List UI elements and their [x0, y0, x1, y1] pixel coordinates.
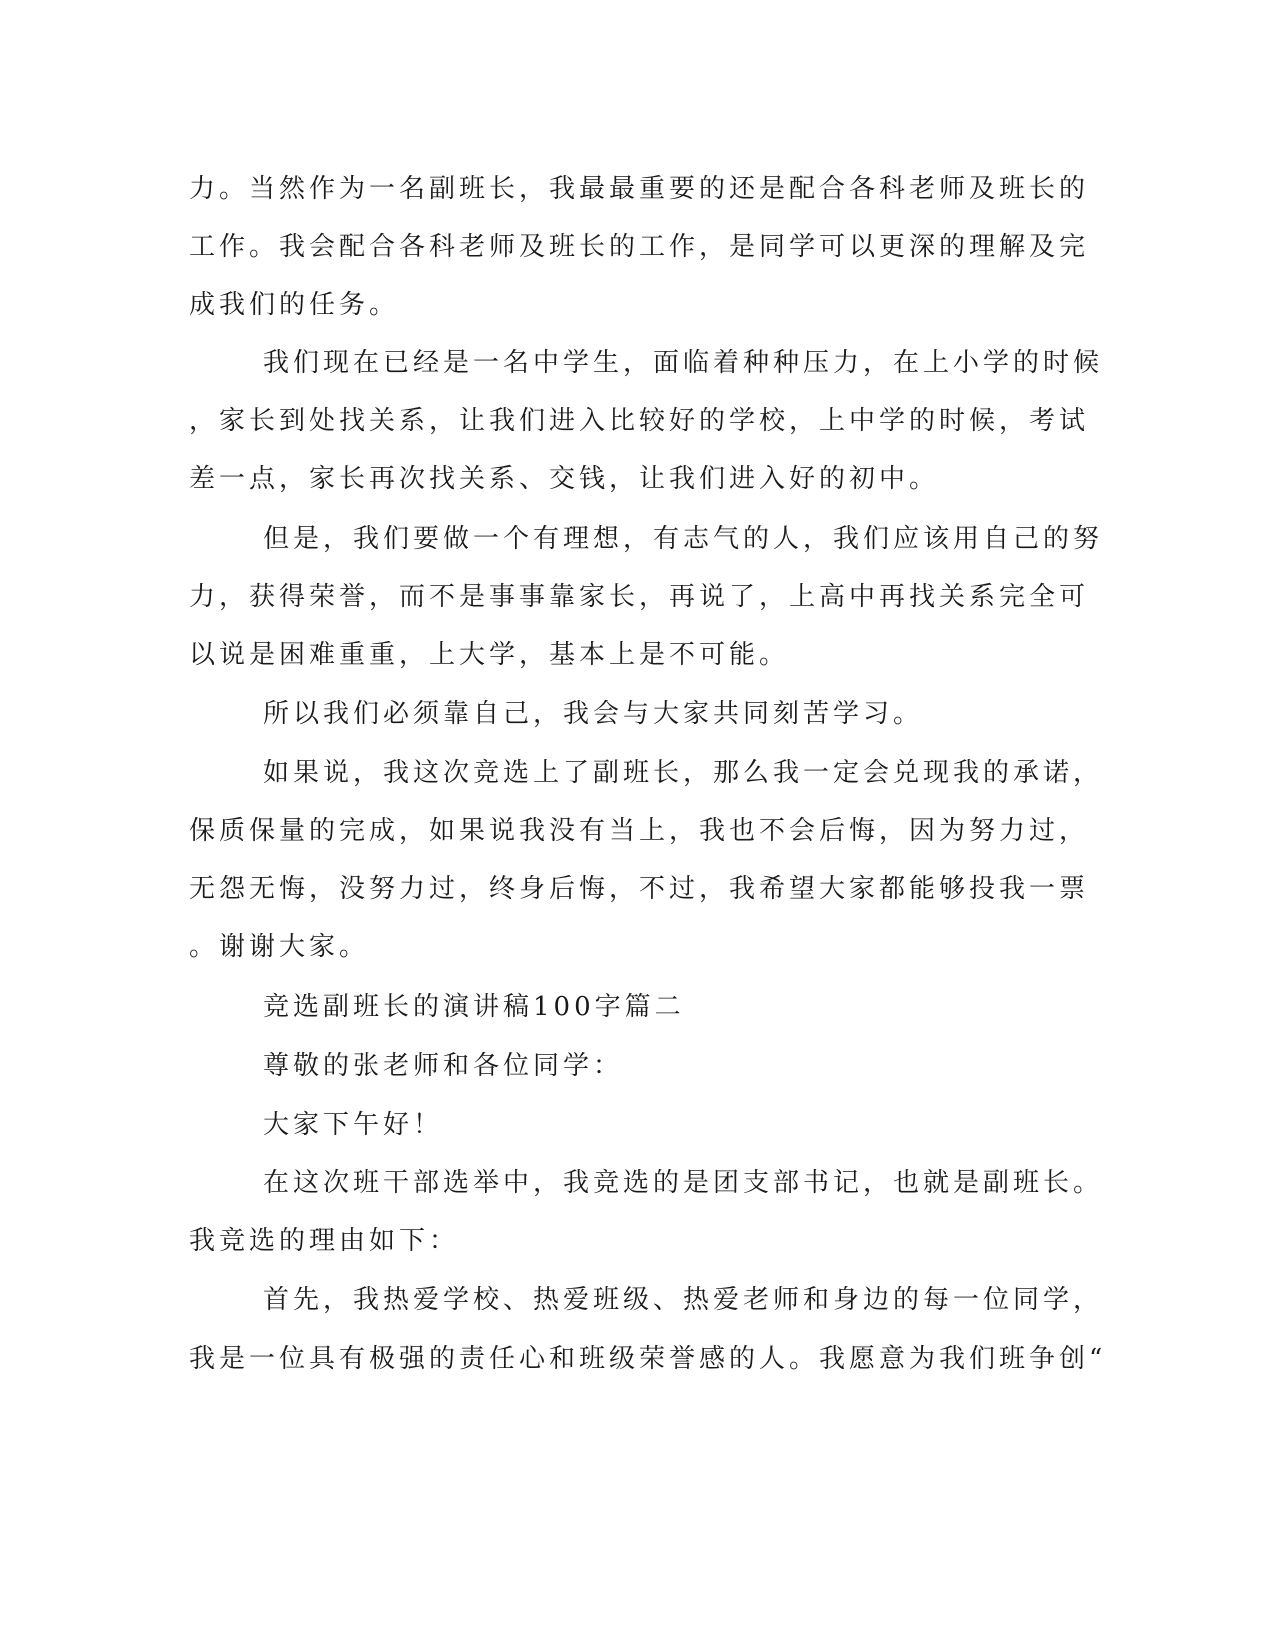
paragraph-line: 无怨无悔，没努力过，终身后悔，不过，我希望大家都能够投我一票 — [189, 874, 1090, 904]
paragraph-line: 以说是困难重重，上大学，基本上是不可能。 — [189, 640, 790, 670]
paragraph-line: 我是一位具有极强的责任心和班级荣誉感的人。我愿意为我们班争创“ — [189, 1344, 1107, 1374]
paragraph-line: 首先，我热爱学校、热爱班级、热爱老师和身边的每一位同学， — [263, 1285, 1104, 1315]
paragraph-line: 如果说，我这次竞选上了副班长，那么我一定会兑现我的承诺， — [263, 758, 1104, 788]
salutation: 尊敬的张老师和各位同学： — [263, 1051, 624, 1081]
paragraph-line: 所以我们必须靠自己，我会与大家共同刻苦学习。 — [263, 699, 924, 729]
paragraph-line: 力，获得荣誉，而不是事事靠家长，再说了，上高中再找关系完全可 — [189, 582, 1090, 612]
paragraph-line: 差一点，家长再次找关系、交钱，让我们进入好的初中。 — [189, 464, 940, 494]
paragraph-line: 我们现在已经是一名中学生，面临着种种压力，在上小学的时候 — [263, 348, 1104, 378]
paragraph-line: 在这次班干部选举中，我竞选的是团支部书记，也就是副班长。 — [263, 1168, 1104, 1198]
paragraph-line: 保质保量的完成，如果说我没有当上，我也不会后悔，因为努力过， — [189, 816, 1090, 846]
section-heading: 竞选副班长的演讲稿100字篇二 — [263, 992, 685, 1022]
paragraph-line: ，家长到处找关系，让我们进入比较好的学校，上中学的时候，考试 — [189, 406, 1090, 436]
paragraph-line: 但是，我们要做一个有理想，有志气的人，我们应该用自己的努 — [263, 524, 1104, 554]
paragraph-line: 工作。我会配合各科老师及班长的工作，是同学可以更深的理解及完 — [189, 232, 1090, 262]
paragraph-line: 我竞选的理由如下： — [189, 1226, 460, 1256]
greeting: 大家下午好！ — [263, 1110, 444, 1140]
paragraph-line: 力。当然作为一名副班长，我最最重要的还是配合各科老师及班长的 — [189, 174, 1090, 204]
paragraph-line: 。谢谢大家。 — [189, 932, 370, 962]
paragraph-line: 成我们的任务。 — [189, 290, 400, 320]
